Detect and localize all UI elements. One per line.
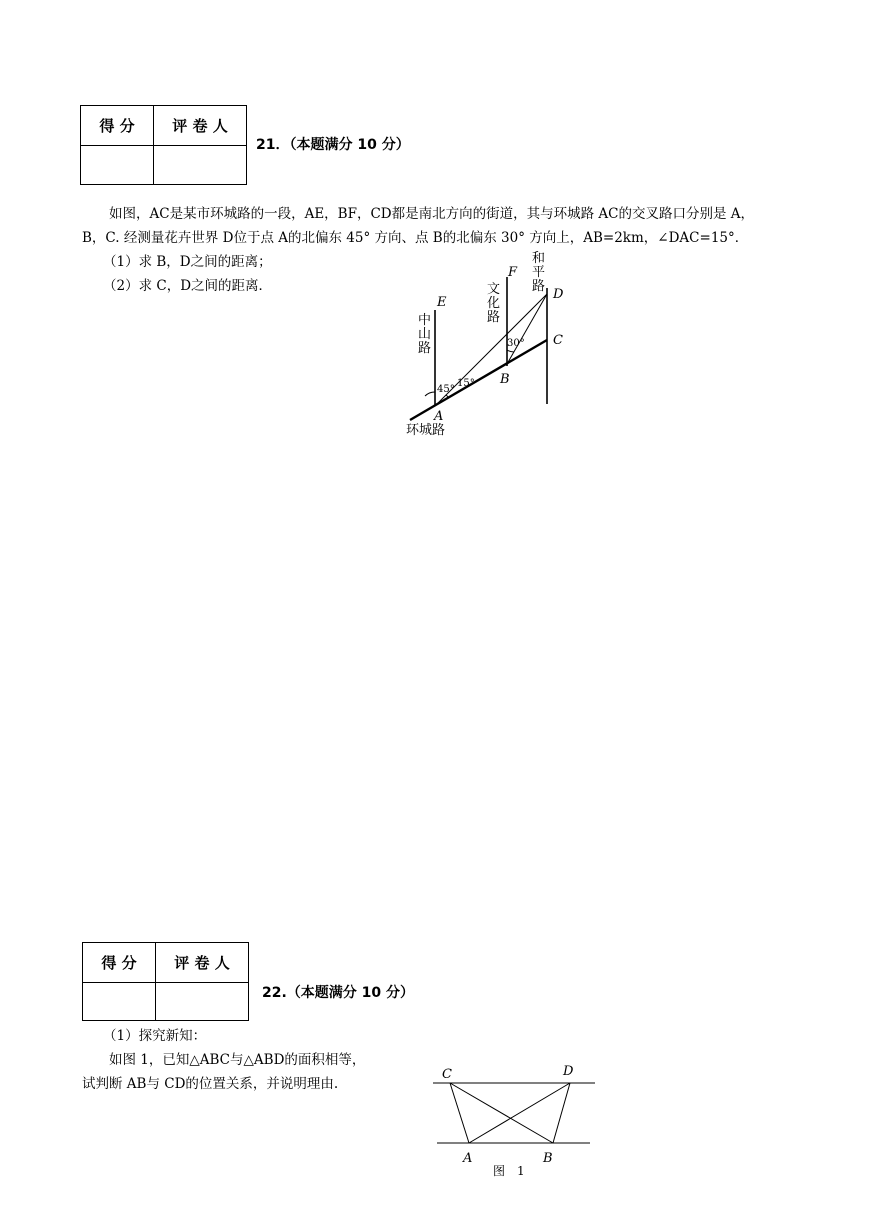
q21-sub-question-2: （2）求 C，D之间的距离． [103, 278, 273, 294]
q21-title: 21．（本题满分 10 分） [256, 137, 410, 153]
label-A: A [434, 409, 444, 424]
road-wenhua-2: 化 [487, 296, 501, 311]
road-heping-3: 路 [532, 279, 546, 294]
angle-label-45: 45° [437, 384, 455, 395]
road-huancheng: 环城路 [406, 423, 446, 438]
q21-reviewer-header: 评 卷 人 [154, 106, 247, 146]
q22-text-line-2: 试判断 AB与 CD的位置关系，并说明理由. [82, 1076, 339, 1092]
label-E: E [437, 295, 447, 310]
road-zhongshan-3: 路 [418, 341, 432, 356]
label-A: A [463, 1151, 473, 1166]
q22-sub-question-1: （1）探究新知： [103, 1028, 207, 1044]
angle-label-30: 30° [507, 338, 525, 349]
label-C: C [553, 333, 563, 348]
q22-score-header: 得 分 [83, 943, 156, 983]
figure-caption: 图 1 [493, 1164, 525, 1178]
road-heping-1: 和 [532, 251, 546, 266]
label-D: D [553, 287, 564, 302]
segment-DA [469, 1083, 570, 1143]
q21-text-line-2: B，C. 经测量花卉世界 D位于点 A的北偏东 45° 方向、点 B的北偏东 30° 方向上，AB=2km，∠DAC=15°． [82, 230, 749, 246]
q21-sub-question-1: （1）求 B，D之间的距离； [103, 254, 272, 270]
road-wenhua-1: 文 [487, 282, 501, 297]
q21-score-header: 得 分 [81, 106, 154, 146]
road-heping-2: 平 [532, 265, 546, 280]
segment-CB [450, 1083, 553, 1143]
label-B: B [543, 1151, 553, 1166]
road-zhongshan-1: 中 [418, 313, 432, 328]
label-C: C [442, 1067, 452, 1082]
q22-title: 22.（本题满分 10 分） [262, 985, 415, 1001]
label-B: B [500, 372, 510, 387]
q21-text-line-1: 如图，AC是某市环城路的一段，AE，BF，CD都是南北方向的街道，其与环城路 AC的交叉路口分别是 A， [109, 206, 755, 222]
label-D: D [563, 1064, 574, 1079]
road-wenhua-3: 路 [487, 310, 501, 325]
label-F: F [508, 265, 518, 280]
q22-reviewer-header: 评 卷 人 [156, 943, 249, 983]
road-zhongshan-2: 山 [418, 327, 432, 342]
angle-label-15: 15° [457, 378, 475, 389]
q22-text-line-1: 如图 1，已知△ABC与△ABD的面积相等， [109, 1052, 366, 1068]
